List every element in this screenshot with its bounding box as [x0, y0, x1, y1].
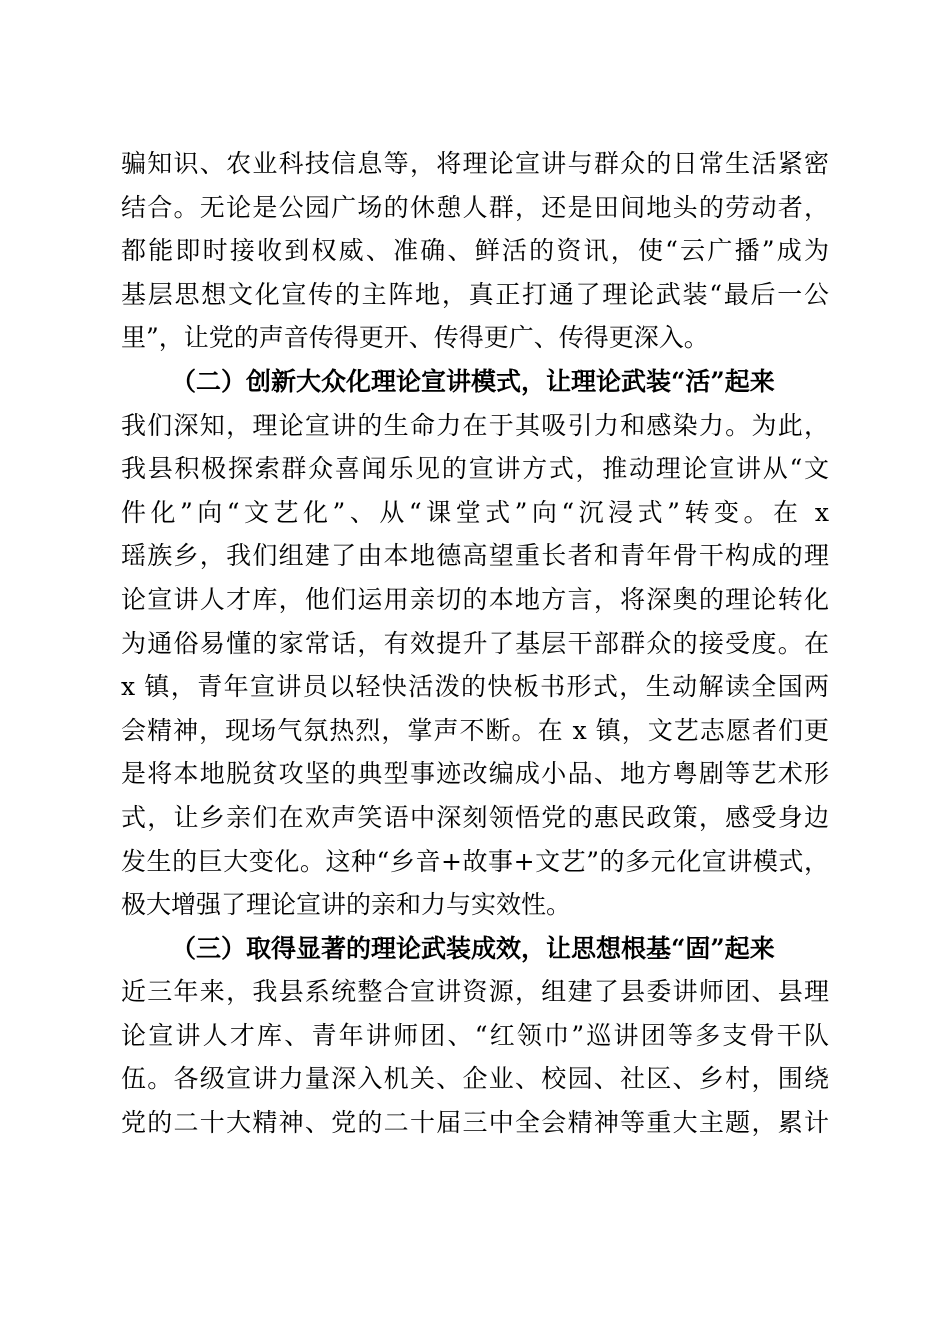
body-text-line: 论宣讲人才库，他们运用亲切的本地方言，将深奥的理论转化 — [121, 584, 829, 614]
body-text-line: 式，让乡亲们在欢声笑语中深刻领悟党的惠民政策，感受身边 — [121, 802, 829, 832]
paragraph-last-line: 里”，让党的声音传得更开、传得更广、传得更深入。 — [121, 323, 709, 353]
body-text-line: 都能即时接收到权威、准确、鲜活的资讯，使“云广播”成为 — [121, 236, 829, 266]
body-text-line: 结合。无论是公园广场的休憩人群，还是田间地头的劳动者， — [121, 192, 829, 222]
body-text-line: 伍。各级宣讲力量深入机关、企业、校园、社区、乡村，围绕 — [121, 1064, 829, 1094]
body-text-line: 会精神，现场气氛热烈，掌声不断。在 x 镇，文艺志愿者们更 — [121, 715, 829, 745]
body-text-line: 件化”向“文艺化”、从“课堂式”向“沉浸式”转变。在 x — [121, 497, 829, 527]
body-text-line: 骗知识、农业科技信息等，将理论宣讲与群众的日常生活紧密 — [121, 149, 829, 178]
body-text-line: 党的二十大精神、党的二十届三中全会精神等重大主题，累计 — [121, 1108, 829, 1138]
body-text-line: 近三年来，我县系统整合宣讲资源，组建了县委讲师团、县理 — [121, 977, 829, 1007]
section-heading: （三）取得显著的理论武装成效，让思想根基“固”起来 — [171, 933, 775, 963]
body-text-line: 是将本地脱贫攻坚的典型事迹改编成小品、地方粤剧等艺术形 — [121, 759, 829, 789]
body-text-line: 我县积极探索群众喜闻乐见的宣讲方式，推动理论宣讲从“文 — [121, 454, 829, 484]
body-text-line: 为通俗易懂的家常话，有效提升了基层干部群众的接受度。在 — [121, 628, 829, 658]
body-text-line: 基层思想文化宣传的主阵地，真正打通了理论武装“最后一公 — [121, 279, 829, 309]
body-text-line: 瑶族乡，我们组建了由本地德高望重长者和青年骨干构成的理 — [121, 541, 829, 571]
body-text-line: 论宣讲人才库、青年讲师团、“红领巾”巡讲团等多支骨干队 — [121, 1020, 829, 1050]
paragraph-last-line: 极大增强了理论宣讲的亲和力与实效性。 — [121, 890, 572, 920]
section-heading: （二）创新大众化理论宣讲模式，让理论武装“活”起来 — [171, 366, 775, 396]
body-text-line: 我们深知，理论宣讲的生命力在于其吸引力和感染力。为此， — [121, 410, 829, 440]
body-text-line: 发生的巨大变化。这种“乡音+故事+文艺”的多元化宣讲模式， — [121, 846, 829, 876]
document-body — [121, 142, 829, 1145]
body-text-line: x 镇，青年宣讲员以轻快活泼的快板书形式，生动解读全国两 — [121, 672, 829, 702]
